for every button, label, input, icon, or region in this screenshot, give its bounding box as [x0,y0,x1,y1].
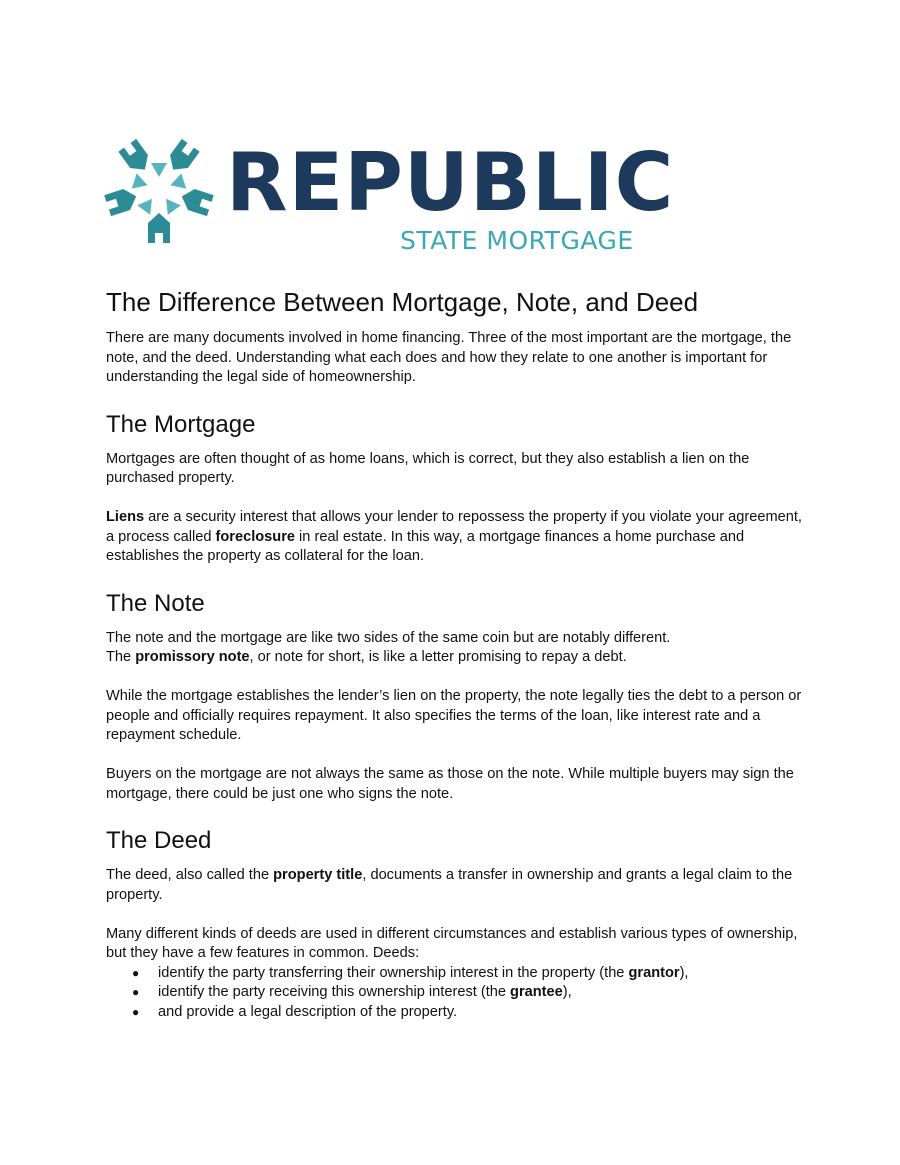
note-paragraph-2: The promissory note, or note for short, is like a letter promising to repay a debt. [106,649,627,665]
note-paragraph-4: Buyers on the mortgage are not always the same as those on the note. While multiple buyers may sign the mortgage, there could be just one who signs the note. [106,766,794,802]
term-grantee: grantee [510,984,563,1000]
deed-paragraph-2: Many different kinds of deeds are used in different circumstances and establish various types of ownership, but they have a few features in common. Deeds: [106,925,798,961]
note-paragraph-1: The note and the mortgage are like two sides of the same coin but are notably different. [106,629,671,646]
deed-paragraph-1: The deed, also called the property title, documents a transfer in ownership and grants a legal claim to the property. [106,867,793,903]
term-promissory-note: promissory note [135,649,250,665]
document-body [106,286,806,1022]
mortgage-paragraph-2: Liens are a security interest that allows your lender to repossess the property if you violate your agreement, a process called foreclosure in real estate. In this way, a mortgage finances a home purchase and establishes the property as collateral for the loan. [106,509,802,564]
company-logo [104,133,675,255]
note-paragraph-3: While the mortgage establishes the lender’s lien on the property, the note legally ties the debt to a person or people and officially requires repayment. It also specifies the terms of the loan, like interest rate and a repayment schedule. [106,688,802,743]
list-item: ● identify the party receiving this ownership interest (the grantee), [158,983,806,1003]
term-property-title: property title [273,867,363,883]
term-grantor: grantor [628,964,680,981]
logo-wordmark: REPUBLIC [226,136,675,229]
logo-tagline: STATE MORTGAGE [400,226,634,255]
section-heading-note: The Note [106,589,205,617]
list-item: ● identify the party transferring their ownership interest in the property (the grantor), [158,964,806,984]
term-liens: Liens [106,509,145,525]
section-heading-deed: The Deed [106,827,212,854]
house-star-emblem-icon [104,133,214,245]
intro-paragraph: There are many documents involved in home financing. Three of the most important are the mortgage, the note, and the deed. Understanding what each does and how they relate to one another is important for understanding the legal side of homeownership. [106,330,792,385]
term-foreclosure: foreclosure [215,528,295,545]
deed-features-list [106,964,806,1023]
mortgage-paragraph-1: Mortgages are often thought of as home loans, which is correct, but they also establish a lien on the purchased property. [106,450,750,486]
page-title: The Difference Between Mortgage, Note, and Deed [106,287,699,317]
section-heading-mortgage: The Mortgage [106,410,256,438]
list-item: ● and provide a legal description of the property. [158,1003,806,1023]
